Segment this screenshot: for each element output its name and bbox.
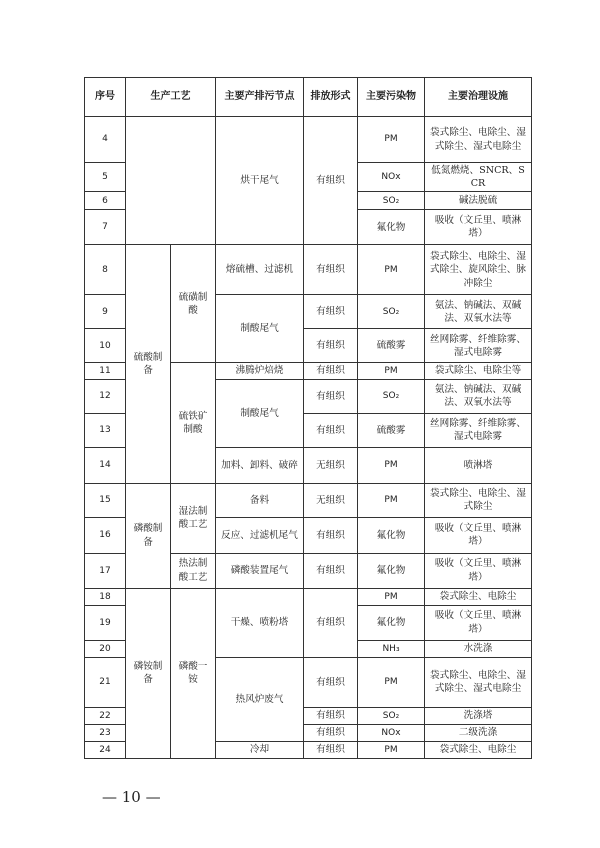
group-map: 磷铵制备 xyxy=(126,588,171,758)
pollutant-cell: 氟化物 xyxy=(358,210,425,245)
node-cell: 备料 xyxy=(216,483,304,517)
pollutant-cell: PM xyxy=(358,483,425,517)
table-row xyxy=(85,245,532,295)
emission-cell: 有组织 xyxy=(304,724,358,741)
group-phosphoric: 磷酸制备 xyxy=(126,483,171,588)
table-row xyxy=(85,588,532,605)
emission-cell: 有组织 xyxy=(304,553,358,588)
pollutant-cell: PM xyxy=(358,588,425,605)
facility-cell: 吸收（文丘里、喷淋塔） xyxy=(425,605,532,640)
seq-cell: 12 xyxy=(85,379,126,413)
seq-cell: 17 xyxy=(85,553,126,588)
node-cell: 干燥、喷粉塔 xyxy=(216,588,304,657)
node-cell: 热风炉废气 xyxy=(216,657,304,741)
group-sulfur-acid: 硫磺制酸 xyxy=(171,245,216,363)
emission-cell: 有组织 xyxy=(304,517,358,553)
emission-cell: 有组织 xyxy=(304,707,358,724)
facility-cell: 袋式除尘、电除尘 xyxy=(425,588,532,605)
pollutant-cell: SO₂ xyxy=(358,707,425,724)
pollutant-cell: 硫酸雾 xyxy=(358,413,425,447)
header-node: 主要产排污节点 xyxy=(216,78,304,117)
emission-cell: 有组织 xyxy=(304,413,358,447)
seq-cell: 14 xyxy=(85,447,126,483)
group-sulfuric-acid: 硫酸制备 xyxy=(126,245,171,483)
facility-cell: 袋式除尘、电除尘、湿式除尘、湿式电除尘 xyxy=(425,117,532,163)
header-pollutant: 主要污染物 xyxy=(358,78,425,117)
emission-cell: 有组织 xyxy=(304,379,358,413)
group-pyrite-acid: 硫铁矿制酸 xyxy=(171,363,216,483)
table-row xyxy=(85,483,532,517)
group-thermal-process: 热法制酸工艺 xyxy=(171,553,216,588)
header-facility: 主要治理设施 xyxy=(425,78,532,117)
seq-cell: 10 xyxy=(85,329,126,363)
pollutant-cell: SO₂ xyxy=(358,295,425,329)
pollutant-cell: PM xyxy=(358,447,425,483)
pollutant-cell: SO₂ xyxy=(358,192,425,210)
seq-cell: 6 xyxy=(85,192,126,210)
pollutant-cell: 硫酸雾 xyxy=(358,329,425,363)
process-cell-empty xyxy=(126,117,216,245)
facility-cell: 低氮燃烧、SNCR、SCR xyxy=(425,163,532,192)
node-cell: 沸腾炉焙烧 xyxy=(216,363,304,379)
seq-cell: 21 xyxy=(85,657,126,707)
group-wet-process: 湿法制酸工艺 xyxy=(171,483,216,553)
facility-cell: 丝网除雾、纤维除雾、湿式电除雾 xyxy=(425,413,532,447)
pollutant-cell: 氟化物 xyxy=(358,517,425,553)
seq-cell: 4 xyxy=(85,117,126,163)
pollutant-cell: PM xyxy=(358,657,425,707)
emission-cell: 无组织 xyxy=(304,447,358,483)
facility-cell: 袋式除尘、电除尘、湿式除尘 xyxy=(425,483,532,517)
facility-cell: 丝网除雾、纤维除雾、湿式电除雾 xyxy=(425,329,532,363)
facility-cell: 洗涤塔 xyxy=(425,707,532,724)
seq-cell: 13 xyxy=(85,413,126,447)
pollutant-cell: SO₂ xyxy=(358,379,425,413)
facility-cell: 袋式除尘、电除尘等 xyxy=(425,363,532,379)
header-seq: 序号 xyxy=(85,78,126,117)
header-emission: 排放形式 xyxy=(304,78,358,117)
pollutant-cell: PM xyxy=(358,741,425,758)
seq-cell: 18 xyxy=(85,588,126,605)
facility-cell: 吸收（文丘里、喷淋塔） xyxy=(425,517,532,553)
pollutant-cell: PM xyxy=(358,245,425,295)
pollutant-cell: NOx xyxy=(358,163,425,192)
facility-cell: 袋式除尘、电除尘、湿式除尘、旋风除尘、脉冲除尘 xyxy=(425,245,532,295)
seq-cell: 23 xyxy=(85,724,126,741)
seq-cell: 9 xyxy=(85,295,126,329)
emission-cell: 有组织 xyxy=(304,329,358,363)
seq-cell: 5 xyxy=(85,163,126,192)
seq-cell: 16 xyxy=(85,517,126,553)
node-cell: 熔硫槽、过滤机 xyxy=(216,245,304,295)
pollutant-cell: PM xyxy=(358,117,425,163)
node-cell: 冷却 xyxy=(216,741,304,758)
facility-cell: 水洗涤 xyxy=(425,640,532,657)
emission-cell: 有组织 xyxy=(304,245,358,295)
seq-cell: 7 xyxy=(85,210,126,245)
seq-cell: 15 xyxy=(85,483,126,517)
facility-cell: 吸收（文丘里、喷淋塔） xyxy=(425,553,532,588)
seq-cell: 11 xyxy=(85,363,126,379)
facility-cell: 氨法、钠碱法、双碱法、双氧水法等 xyxy=(425,295,532,329)
emission-table xyxy=(84,77,532,759)
emission-cell: 无组织 xyxy=(304,483,358,517)
node-cell: 反应、过滤机尾气 xyxy=(216,517,304,553)
pollutant-cell: PM xyxy=(358,363,425,379)
node-cell: 烘干尾气 xyxy=(216,117,304,245)
emission-cell: 有组织 xyxy=(304,741,358,758)
node-cell: 制酸尾气 xyxy=(216,295,304,363)
facility-cell: 袋式除尘、电除尘 xyxy=(425,741,532,758)
group-phosphoric-ammonium: 磷酸一铵 xyxy=(171,588,216,758)
seq-cell: 22 xyxy=(85,707,126,724)
header-process: 生产工艺 xyxy=(126,78,216,117)
seq-cell: 24 xyxy=(85,741,126,758)
pollutant-cell: 氟化物 xyxy=(358,605,425,640)
pollutant-cell: 氟化物 xyxy=(358,553,425,588)
facility-cell: 氨法、钠碱法、双碱法、双氧水法等 xyxy=(425,379,532,413)
facility-cell: 喷淋塔 xyxy=(425,447,532,483)
facility-cell: 袋式除尘、电除尘、湿式除尘、湿式电除尘 xyxy=(425,657,532,707)
facility-cell: 二级洗涤 xyxy=(425,724,532,741)
node-cell: 加料、卸料、破碎 xyxy=(216,447,304,483)
facility-cell: 碱法脱硫 xyxy=(425,192,532,210)
node-cell: 制酸尾气 xyxy=(216,379,304,447)
emission-cell: 有组织 xyxy=(304,117,358,245)
seq-cell: 20 xyxy=(85,640,126,657)
page-number: — 10 — xyxy=(102,788,161,806)
node-cell: 磷酸装置尾气 xyxy=(216,553,304,588)
seq-cell: 19 xyxy=(85,605,126,640)
pollutant-cell: NH₃ xyxy=(358,640,425,657)
emission-cell: 有组织 xyxy=(304,295,358,329)
table-row xyxy=(85,117,532,163)
emission-cell: 有组织 xyxy=(304,657,358,707)
pollutant-cell: NOx xyxy=(358,724,425,741)
emission-cell: 有组织 xyxy=(304,363,358,379)
seq-cell: 8 xyxy=(85,245,126,295)
emission-cell: 有组织 xyxy=(304,588,358,657)
facility-cell: 吸收（文丘里、喷淋塔） xyxy=(425,210,532,245)
